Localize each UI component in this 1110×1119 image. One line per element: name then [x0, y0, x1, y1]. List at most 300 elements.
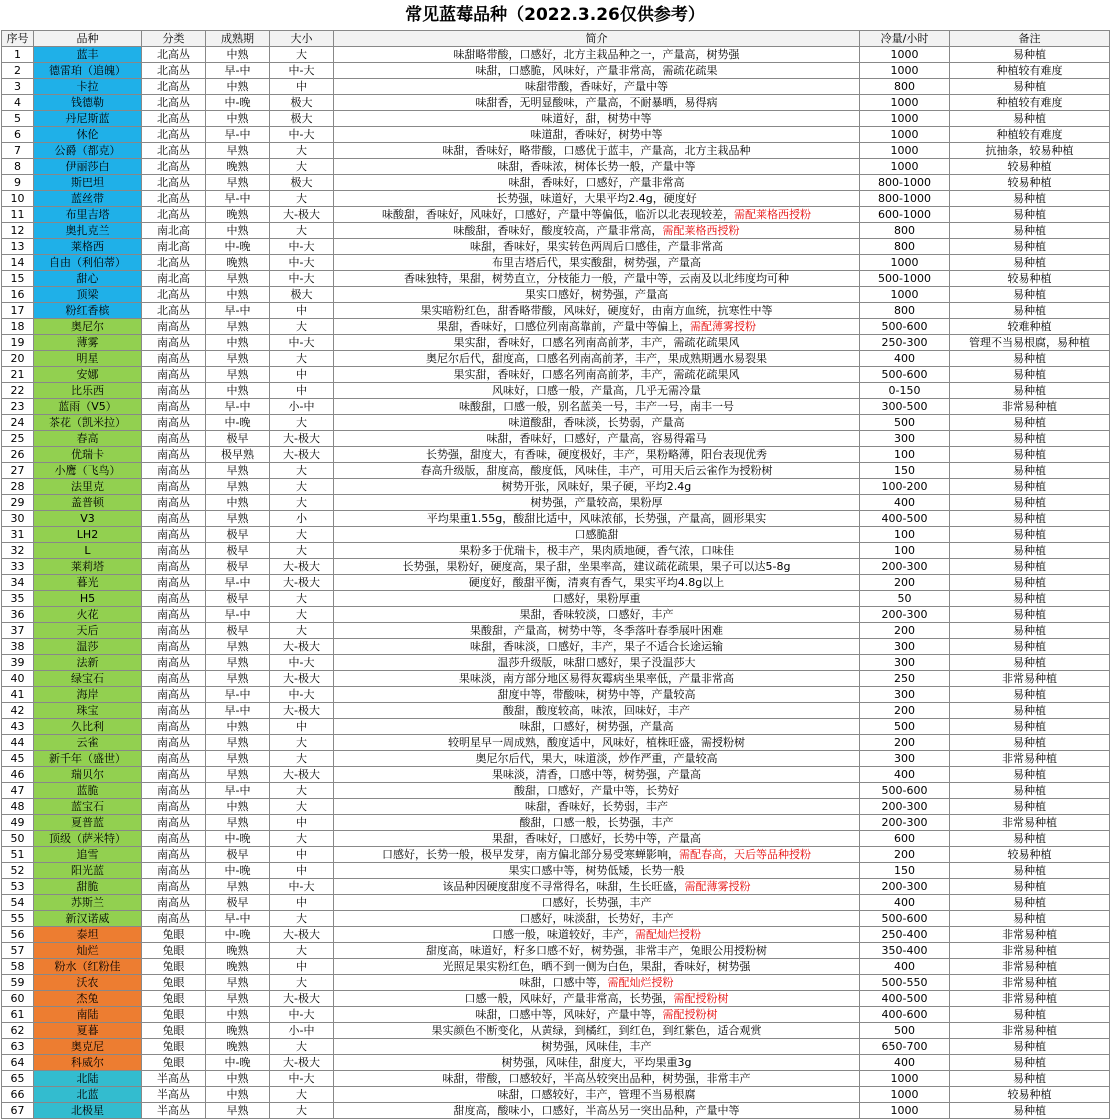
cell-variety: 瑞贝尔	[34, 767, 142, 783]
table-row	[2, 111, 1110, 127]
description-text: 果酸甜，产量高，树势中等，冬季落叶春季展叶困难	[470, 624, 723, 637]
table-row	[2, 767, 1110, 783]
cell-size: 中-大	[270, 1007, 334, 1023]
cell-size: 大-极大	[270, 575, 334, 591]
cell-size: 极大	[270, 175, 334, 191]
cell-note: 易种植	[950, 1103, 1110, 1119]
cell-chill: 100	[860, 447, 950, 463]
description-text: 果实口感中等，树势低矮，长势一般	[508, 864, 685, 877]
description-text: 味酸甜，香味好，酸度较高，产量非常高，	[453, 224, 663, 237]
cell-description	[334, 239, 860, 255]
cell-no: 3	[2, 79, 34, 95]
cell-chill: 500	[860, 1023, 950, 1039]
cell-description	[334, 1039, 860, 1055]
cell-variety: 顶梁	[34, 287, 142, 303]
cell-chill: 250-300	[860, 335, 950, 351]
cell-no: 45	[2, 751, 34, 767]
description-text: 树势强，产量较高，果粉厚	[530, 496, 663, 509]
cell-description	[334, 431, 860, 447]
cell-description	[334, 175, 860, 191]
description-text: 味道甜，香味好，树势中等	[530, 128, 663, 141]
description-text: 味甜，香味好，果实转色两周后口感佳，产量非常高	[470, 240, 723, 253]
cell-chill: 200-300	[860, 559, 950, 575]
table-row	[2, 1007, 1110, 1023]
cell-size: 中	[270, 895, 334, 911]
cell-size: 大	[270, 191, 334, 207]
cell-maturity: 中熟	[206, 1007, 270, 1023]
cell-note: 非常易种植	[950, 959, 1110, 975]
cell-note: 易种植	[950, 655, 1110, 671]
cell-description	[334, 335, 860, 351]
cell-description	[334, 1103, 860, 1119]
cell-chill: 800	[860, 79, 950, 95]
cell-maturity: 早熟	[206, 767, 270, 783]
cell-size: 大-极大	[270, 447, 334, 463]
cell-note: 非常易种植	[950, 927, 1110, 943]
cell-size: 大	[270, 479, 334, 495]
cell-no: 8	[2, 159, 34, 175]
cell-no: 59	[2, 975, 34, 991]
cell-category: 兔眼	[142, 975, 206, 991]
cell-maturity: 早熟	[206, 751, 270, 767]
cell-note: 非常易种植	[950, 399, 1110, 415]
cell-note: 易种植	[950, 479, 1110, 495]
cell-no: 10	[2, 191, 34, 207]
cell-variety: 追雪	[34, 847, 142, 863]
cell-no: 20	[2, 351, 34, 367]
cell-maturity: 早熟	[206, 991, 270, 1007]
cell-no: 36	[2, 607, 34, 623]
cell-size: 中-大	[270, 239, 334, 255]
cell-description	[334, 63, 860, 79]
cell-note: 易种植	[950, 303, 1110, 319]
cell-maturity: 早-中	[206, 127, 270, 143]
cell-description	[334, 607, 860, 623]
cell-chill: 1000	[860, 143, 950, 159]
description-text: 果实甜，香味好，口感名列南高前茅，丰产，需疏花疏果风	[453, 368, 740, 381]
cell-variety: 蓝脆	[34, 783, 142, 799]
cell-variety: 斯巴坦	[34, 175, 142, 191]
cell-variety: 优瑞卡	[34, 447, 142, 463]
cell-variety: 泰坦	[34, 927, 142, 943]
description-text: 酸甜，口感好，产量中等，长势好	[514, 784, 679, 797]
description-text: 口感好，长势强，丰产	[541, 896, 652, 909]
cell-variety: 顶级（萨米特）	[34, 831, 142, 847]
cell-maturity: 早熟	[206, 735, 270, 751]
cell-maturity: 晚熟	[206, 943, 270, 959]
description-text: 味甜，口感较好，丰产，管理不当易根腐	[497, 1088, 696, 1101]
table-row	[2, 543, 1110, 559]
cell-category: 南高丛	[142, 575, 206, 591]
cell-maturity: 极早	[206, 431, 270, 447]
cell-note: 种植较有难度	[950, 95, 1110, 111]
cell-no: 53	[2, 879, 34, 895]
description-text: 较明星早一周成熟，酸度适中，风味好，植株旺盛，需授粉树	[448, 736, 745, 749]
table-row	[2, 559, 1110, 575]
table-row	[2, 511, 1110, 527]
cell-maturity: 晚熟	[206, 159, 270, 175]
cell-size: 大-极大	[270, 431, 334, 447]
cell-variety: 珠宝	[34, 703, 142, 719]
description-text: 平均果重1.55g，酸甜比适中，风味浓郁，长势强，产量高，圆形果实	[426, 512, 767, 525]
cell-size: 中	[270, 367, 334, 383]
cell-variety: 南陆	[34, 1007, 142, 1023]
cell-variety: 蓝宝石	[34, 799, 142, 815]
cell-category: 北高丛	[142, 95, 206, 111]
description-text: 味甜，香味好，长势弱，丰产	[525, 800, 668, 813]
cell-chill: 400	[860, 959, 950, 975]
cell-category: 兔眼	[142, 1007, 206, 1023]
cell-category: 南高丛	[142, 399, 206, 415]
description-text: 甜度高，酸味小，口感好，半高丛另一突出品种，产量中等	[453, 1104, 740, 1117]
cell-description	[334, 975, 860, 991]
table-row	[2, 63, 1110, 79]
cell-maturity: 早熟	[206, 655, 270, 671]
description-text: 香味独特，果甜，树势直立，分枝能力一般，产量中等，云南及以北纬度均可种	[404, 272, 789, 285]
cell-category: 兔眼	[142, 991, 206, 1007]
cell-description	[334, 815, 860, 831]
cell-note: 易种植	[950, 463, 1110, 479]
cell-description	[334, 639, 860, 655]
cell-maturity: 中熟	[206, 495, 270, 511]
description-text: 温莎升级版，味甜口感好，果子没温莎大	[497, 656, 696, 669]
cell-chill: 400	[860, 895, 950, 911]
cell-note: 易种植	[950, 895, 1110, 911]
cell-description	[334, 767, 860, 783]
table-row	[2, 335, 1110, 351]
cell-description	[334, 367, 860, 383]
cell-maturity: 晚熟	[206, 1023, 270, 1039]
cell-size: 中-大	[270, 63, 334, 79]
cell-note: 抗抽条，较易种植	[950, 143, 1110, 159]
table-row	[2, 479, 1110, 495]
description-text: 味酸甜，香味好，风味好，口感好，产量中等偏低，临沂以北表现较差，	[382, 208, 734, 221]
cell-size: 大	[270, 351, 334, 367]
cell-no: 7	[2, 143, 34, 159]
cell-no: 4	[2, 95, 34, 111]
cell-chill: 800-1000	[860, 175, 950, 191]
cell-variety: 小鹰（飞鸟）	[34, 463, 142, 479]
cell-category: 兔眼	[142, 1039, 206, 1055]
cell-category: 兔眼	[142, 943, 206, 959]
cell-chill: 250-400	[860, 927, 950, 943]
cell-size: 大	[270, 143, 334, 159]
cell-note: 易种植	[950, 687, 1110, 703]
table-row	[2, 271, 1110, 287]
cell-description	[334, 895, 860, 911]
cell-note: 易种植	[950, 207, 1110, 223]
table-row	[2, 303, 1110, 319]
cell-variety: 灿烂	[34, 943, 142, 959]
cell-note: 易种植	[950, 623, 1110, 639]
cell-variety: 法新	[34, 655, 142, 671]
cell-note: 非常易种植	[950, 671, 1110, 687]
description-text: 树势强，风味佳，丰产	[541, 1040, 652, 1053]
cell-size: 大	[270, 463, 334, 479]
cell-no: 42	[2, 703, 34, 719]
cell-note: 易种植	[950, 543, 1110, 559]
cell-note: 较易种植	[950, 175, 1110, 191]
cell-description	[334, 943, 860, 959]
cell-description	[334, 1023, 860, 1039]
cell-size: 大	[270, 591, 334, 607]
cell-description	[334, 719, 860, 735]
cell-description	[334, 191, 860, 207]
description-text: 味甜，带酸，口感较好，半高丛较突出品种，树势强，非常丰产	[442, 1072, 751, 1085]
cell-size: 中	[270, 79, 334, 95]
cell-size: 中	[270, 383, 334, 399]
cell-size: 极大	[270, 287, 334, 303]
cell-category: 南高丛	[142, 895, 206, 911]
cell-variety: 比乐西	[34, 383, 142, 399]
cell-chill: 400	[860, 351, 950, 367]
cell-category: 北高丛	[142, 175, 206, 191]
cell-chill: 500-600	[860, 319, 950, 335]
cell-variety: 久比利	[34, 719, 142, 735]
cell-no: 41	[2, 687, 34, 703]
cell-description	[334, 831, 860, 847]
cell-no: 52	[2, 863, 34, 879]
cell-description	[334, 207, 860, 223]
cell-chill: 200	[860, 575, 950, 591]
cell-size: 中-大	[270, 655, 334, 671]
pollination-note: 需配灿烂授粉	[607, 976, 674, 989]
table-row	[2, 927, 1110, 943]
cell-category: 南高丛	[142, 527, 206, 543]
cell-category: 南高丛	[142, 799, 206, 815]
cell-variety: 天后	[34, 623, 142, 639]
cell-variety: 科威尔	[34, 1055, 142, 1071]
cell-variety: 甜脆	[34, 879, 142, 895]
table-row	[2, 959, 1110, 975]
cell-category: 兔眼	[142, 1055, 206, 1071]
cell-chill: 400-500	[860, 991, 950, 1007]
header-row	[2, 31, 1110, 47]
table-row	[2, 943, 1110, 959]
description-text: 味甜，香味好，口感好，产量高，容易得霜马	[486, 432, 707, 445]
cell-category: 南北高	[142, 271, 206, 287]
cell-no: 9	[2, 175, 34, 191]
description-text: 树势强，风味佳，甜度大，平均果重3g	[501, 1056, 692, 1069]
cell-size: 中-大	[270, 335, 334, 351]
cell-no: 61	[2, 1007, 34, 1023]
table-row	[2, 847, 1110, 863]
cell-variety: 新千年（盛世）	[34, 751, 142, 767]
cell-no: 24	[2, 415, 34, 431]
table-row	[2, 623, 1110, 639]
cell-category: 南高丛	[142, 719, 206, 735]
cell-maturity: 中熟	[206, 1071, 270, 1087]
cell-variety: 奥尼尔	[34, 319, 142, 335]
cell-category: 南高丛	[142, 815, 206, 831]
cell-size: 极大	[270, 95, 334, 111]
description-text: 口感一般，味道较好，丰产，	[492, 928, 635, 941]
cell-category: 北高丛	[142, 111, 206, 127]
table-row	[2, 1087, 1110, 1103]
cell-description	[334, 623, 860, 639]
header-cell-category: 分类	[142, 31, 206, 47]
cell-category: 南高丛	[142, 655, 206, 671]
cell-maturity: 早熟	[206, 511, 270, 527]
cell-maturity: 早-中	[206, 399, 270, 415]
cell-no: 58	[2, 959, 34, 975]
cell-note: 易种植	[950, 1055, 1110, 1071]
table-row	[2, 415, 1110, 431]
description-text: 长势强，甜度大，有香味，硬度极好，丰产，果粉略薄，阳台表现优秀	[426, 448, 767, 461]
cell-note: 较难种植	[950, 319, 1110, 335]
cell-chill: 1000	[860, 255, 950, 271]
cell-maturity: 中熟	[206, 719, 270, 735]
cell-no: 14	[2, 255, 34, 271]
cell-note: 种植较有难度	[950, 127, 1110, 143]
cell-category: 北高丛	[142, 287, 206, 303]
cell-size: 中-大	[270, 1071, 334, 1087]
cell-no: 1	[2, 47, 34, 63]
cell-description	[334, 527, 860, 543]
header-cell-maturity: 成熟期	[206, 31, 270, 47]
description-text: 甜度中等，带酸味，树势中等，产量较高	[497, 688, 696, 701]
cell-maturity: 中-晚	[206, 239, 270, 255]
cell-maturity: 中熟	[206, 287, 270, 303]
cell-note: 易种植	[950, 223, 1110, 239]
cell-description	[334, 159, 860, 175]
cell-chill: 150	[860, 463, 950, 479]
cell-chill: 1000	[860, 287, 950, 303]
cell-size: 小-中	[270, 1023, 334, 1039]
cell-variety: 甜心	[34, 271, 142, 287]
table-row	[2, 1023, 1110, 1039]
cell-maturity: 晚熟	[206, 207, 270, 223]
cell-size: 大-极大	[270, 559, 334, 575]
cell-chill: 500	[860, 719, 950, 735]
table-row	[2, 1103, 1110, 1119]
description-text: 味甜，香味好，略带酸，口感优于蓝丰，产量高，北方主栽品种	[442, 144, 751, 157]
cell-maturity: 早-中	[206, 191, 270, 207]
cell-chill: 300	[860, 655, 950, 671]
description-text: 春高升级版，甜度高，酸度低，风味佳，丰产，可用天后云雀作为授粉树	[420, 464, 773, 477]
cell-maturity: 中熟	[206, 1087, 270, 1103]
cell-maturity: 中熟	[206, 335, 270, 351]
description-text: 长势强，果粉好，硬度高，果子甜，坐果率高，建议疏花疏果，果子可以达5-8g	[402, 560, 791, 573]
cell-no: 65	[2, 1071, 34, 1087]
cell-no: 62	[2, 1023, 34, 1039]
cell-maturity: 中-晚	[206, 927, 270, 943]
cell-variety: 杰兔	[34, 991, 142, 1007]
cell-variety: 奥克尼	[34, 1039, 142, 1055]
cell-note: 易种植	[950, 639, 1110, 655]
cell-size: 大-极大	[270, 927, 334, 943]
cell-no: 30	[2, 511, 34, 527]
cell-variety: L	[34, 543, 142, 559]
cell-description	[334, 495, 860, 511]
table-row	[2, 671, 1110, 687]
table-row	[2, 367, 1110, 383]
cell-note: 易种植	[950, 703, 1110, 719]
description-text: 味甜，香味淡，口感好，丰产，果子不适合长途运输	[470, 640, 723, 653]
cell-description	[334, 255, 860, 271]
cell-chill: 300	[860, 431, 950, 447]
cell-size: 大-极大	[270, 671, 334, 687]
cell-description	[334, 1087, 860, 1103]
cell-no: 37	[2, 623, 34, 639]
cell-variety: 休伦	[34, 127, 142, 143]
table-row	[2, 831, 1110, 847]
cell-chill: 100	[860, 527, 950, 543]
cell-chill: 400	[860, 1055, 950, 1071]
cell-category: 北高丛	[142, 191, 206, 207]
cell-maturity: 中-晚	[206, 95, 270, 111]
cell-size: 大	[270, 911, 334, 927]
cell-chill: 200-300	[860, 879, 950, 895]
cell-maturity: 早熟	[206, 175, 270, 191]
cell-category: 南北高	[142, 239, 206, 255]
table-row	[2, 703, 1110, 719]
table-row	[2, 383, 1110, 399]
cell-category: 南高丛	[142, 671, 206, 687]
description-text: 味酸甜，口感一般，别名蓝美一号，丰产一号，南丰一号	[459, 400, 734, 413]
table-row	[2, 639, 1110, 655]
cell-no: 31	[2, 527, 34, 543]
cell-maturity: 早熟	[206, 351, 270, 367]
cell-size: 大-极大	[270, 703, 334, 719]
cell-maturity: 早-中	[206, 703, 270, 719]
cell-note: 易种植	[950, 719, 1110, 735]
cell-category: 北高丛	[142, 47, 206, 63]
description-text: 味甜，口感中等，	[519, 976, 608, 989]
cell-variety: 法里克	[34, 479, 142, 495]
cell-description	[334, 223, 860, 239]
cell-size: 大	[270, 1039, 334, 1055]
pollination-note: 需配授粉树	[662, 1008, 718, 1021]
cell-maturity: 晚熟	[206, 255, 270, 271]
cell-category: 南高丛	[142, 847, 206, 863]
cell-chill: 1000	[860, 159, 950, 175]
table-row	[2, 223, 1110, 239]
cell-note: 种植较有难度	[950, 63, 1110, 79]
cell-variety: 夏普蓝	[34, 815, 142, 831]
description-text: 风味好，口感一般，产量高，几乎无需冷量	[492, 384, 701, 397]
cell-variety: 明星	[34, 351, 142, 367]
cell-note: 易种植	[950, 799, 1110, 815]
cell-category: 南高丛	[142, 607, 206, 623]
table-row	[2, 463, 1110, 479]
cell-description	[334, 111, 860, 127]
cell-no: 15	[2, 271, 34, 287]
cell-category: 南高丛	[142, 911, 206, 927]
table-row	[2, 991, 1110, 1007]
cell-note: 易种植	[950, 191, 1110, 207]
description-text: 味甜，口感中等，风味好，产量中等，	[475, 1008, 663, 1021]
cell-description	[334, 543, 860, 559]
description-text: 味甜，口感好，树势强，产量高	[519, 720, 674, 733]
cell-no: 67	[2, 1103, 34, 1119]
cell-variety: 温莎	[34, 639, 142, 655]
cell-size: 小-中	[270, 399, 334, 415]
cell-description	[334, 319, 860, 335]
cell-size: 大	[270, 223, 334, 239]
cell-note: 易种植	[950, 239, 1110, 255]
cell-no: 6	[2, 127, 34, 143]
cell-variety: 春高	[34, 431, 142, 447]
cell-maturity: 极早熟	[206, 447, 270, 463]
cell-variety: 蓝丝带	[34, 191, 142, 207]
cell-note: 非常易种植	[950, 943, 1110, 959]
cell-note: 易种植	[950, 1039, 1110, 1055]
cell-no: 66	[2, 1087, 34, 1103]
table-row	[2, 1055, 1110, 1071]
cell-note: 易种植	[950, 47, 1110, 63]
cell-size: 大-极大	[270, 639, 334, 655]
